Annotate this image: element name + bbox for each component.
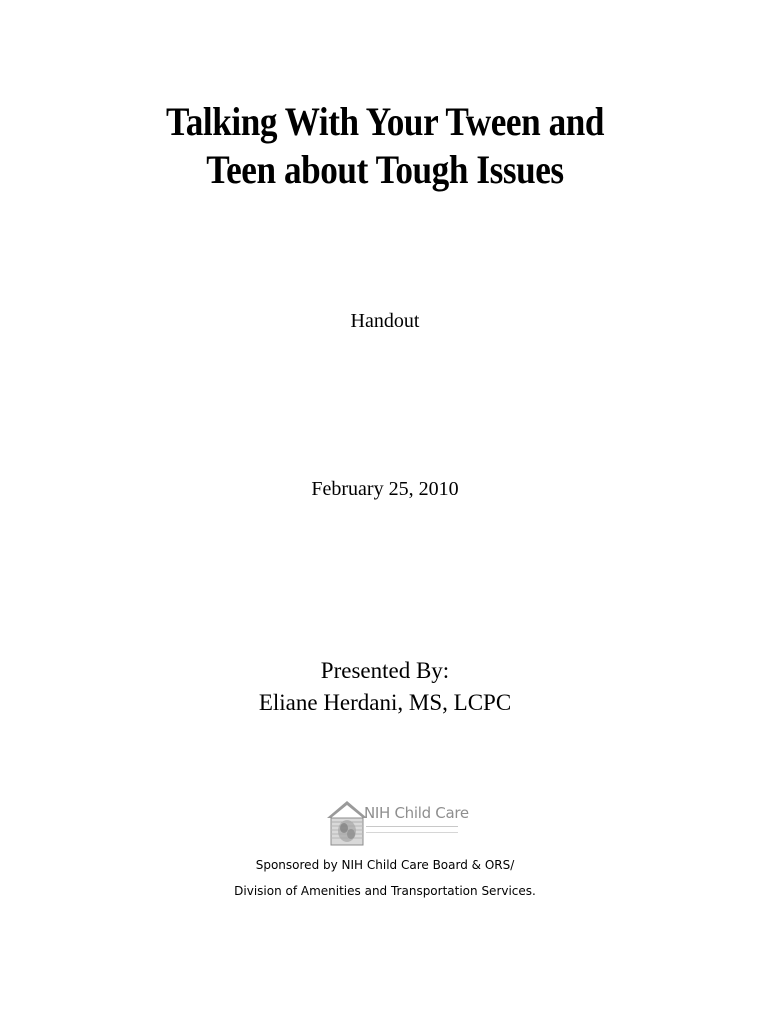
sponsor-line-2: Division of Amenities and Transportation Services. [234,884,536,898]
logo-name: NIH Child Care [364,804,469,822]
presented-by-label: Presented By: [320,658,450,683]
nih-child-care-logo [326,800,469,848]
presenter-name: Eliane Herdani, MS, LCPC [258,690,512,715]
document-type: Handout [350,310,420,332]
logo-url-line [366,826,458,833]
house-icon [326,800,368,846]
title-line-2: Teen about Tough Issues [206,147,564,192]
presentation-date: February 25, 2010 [311,478,459,500]
sponsor-line-1: Sponsored by NIH Child Care Board & ORS/ [255,858,515,872]
title-line-1: Talking With Your Tween and [165,99,605,144]
